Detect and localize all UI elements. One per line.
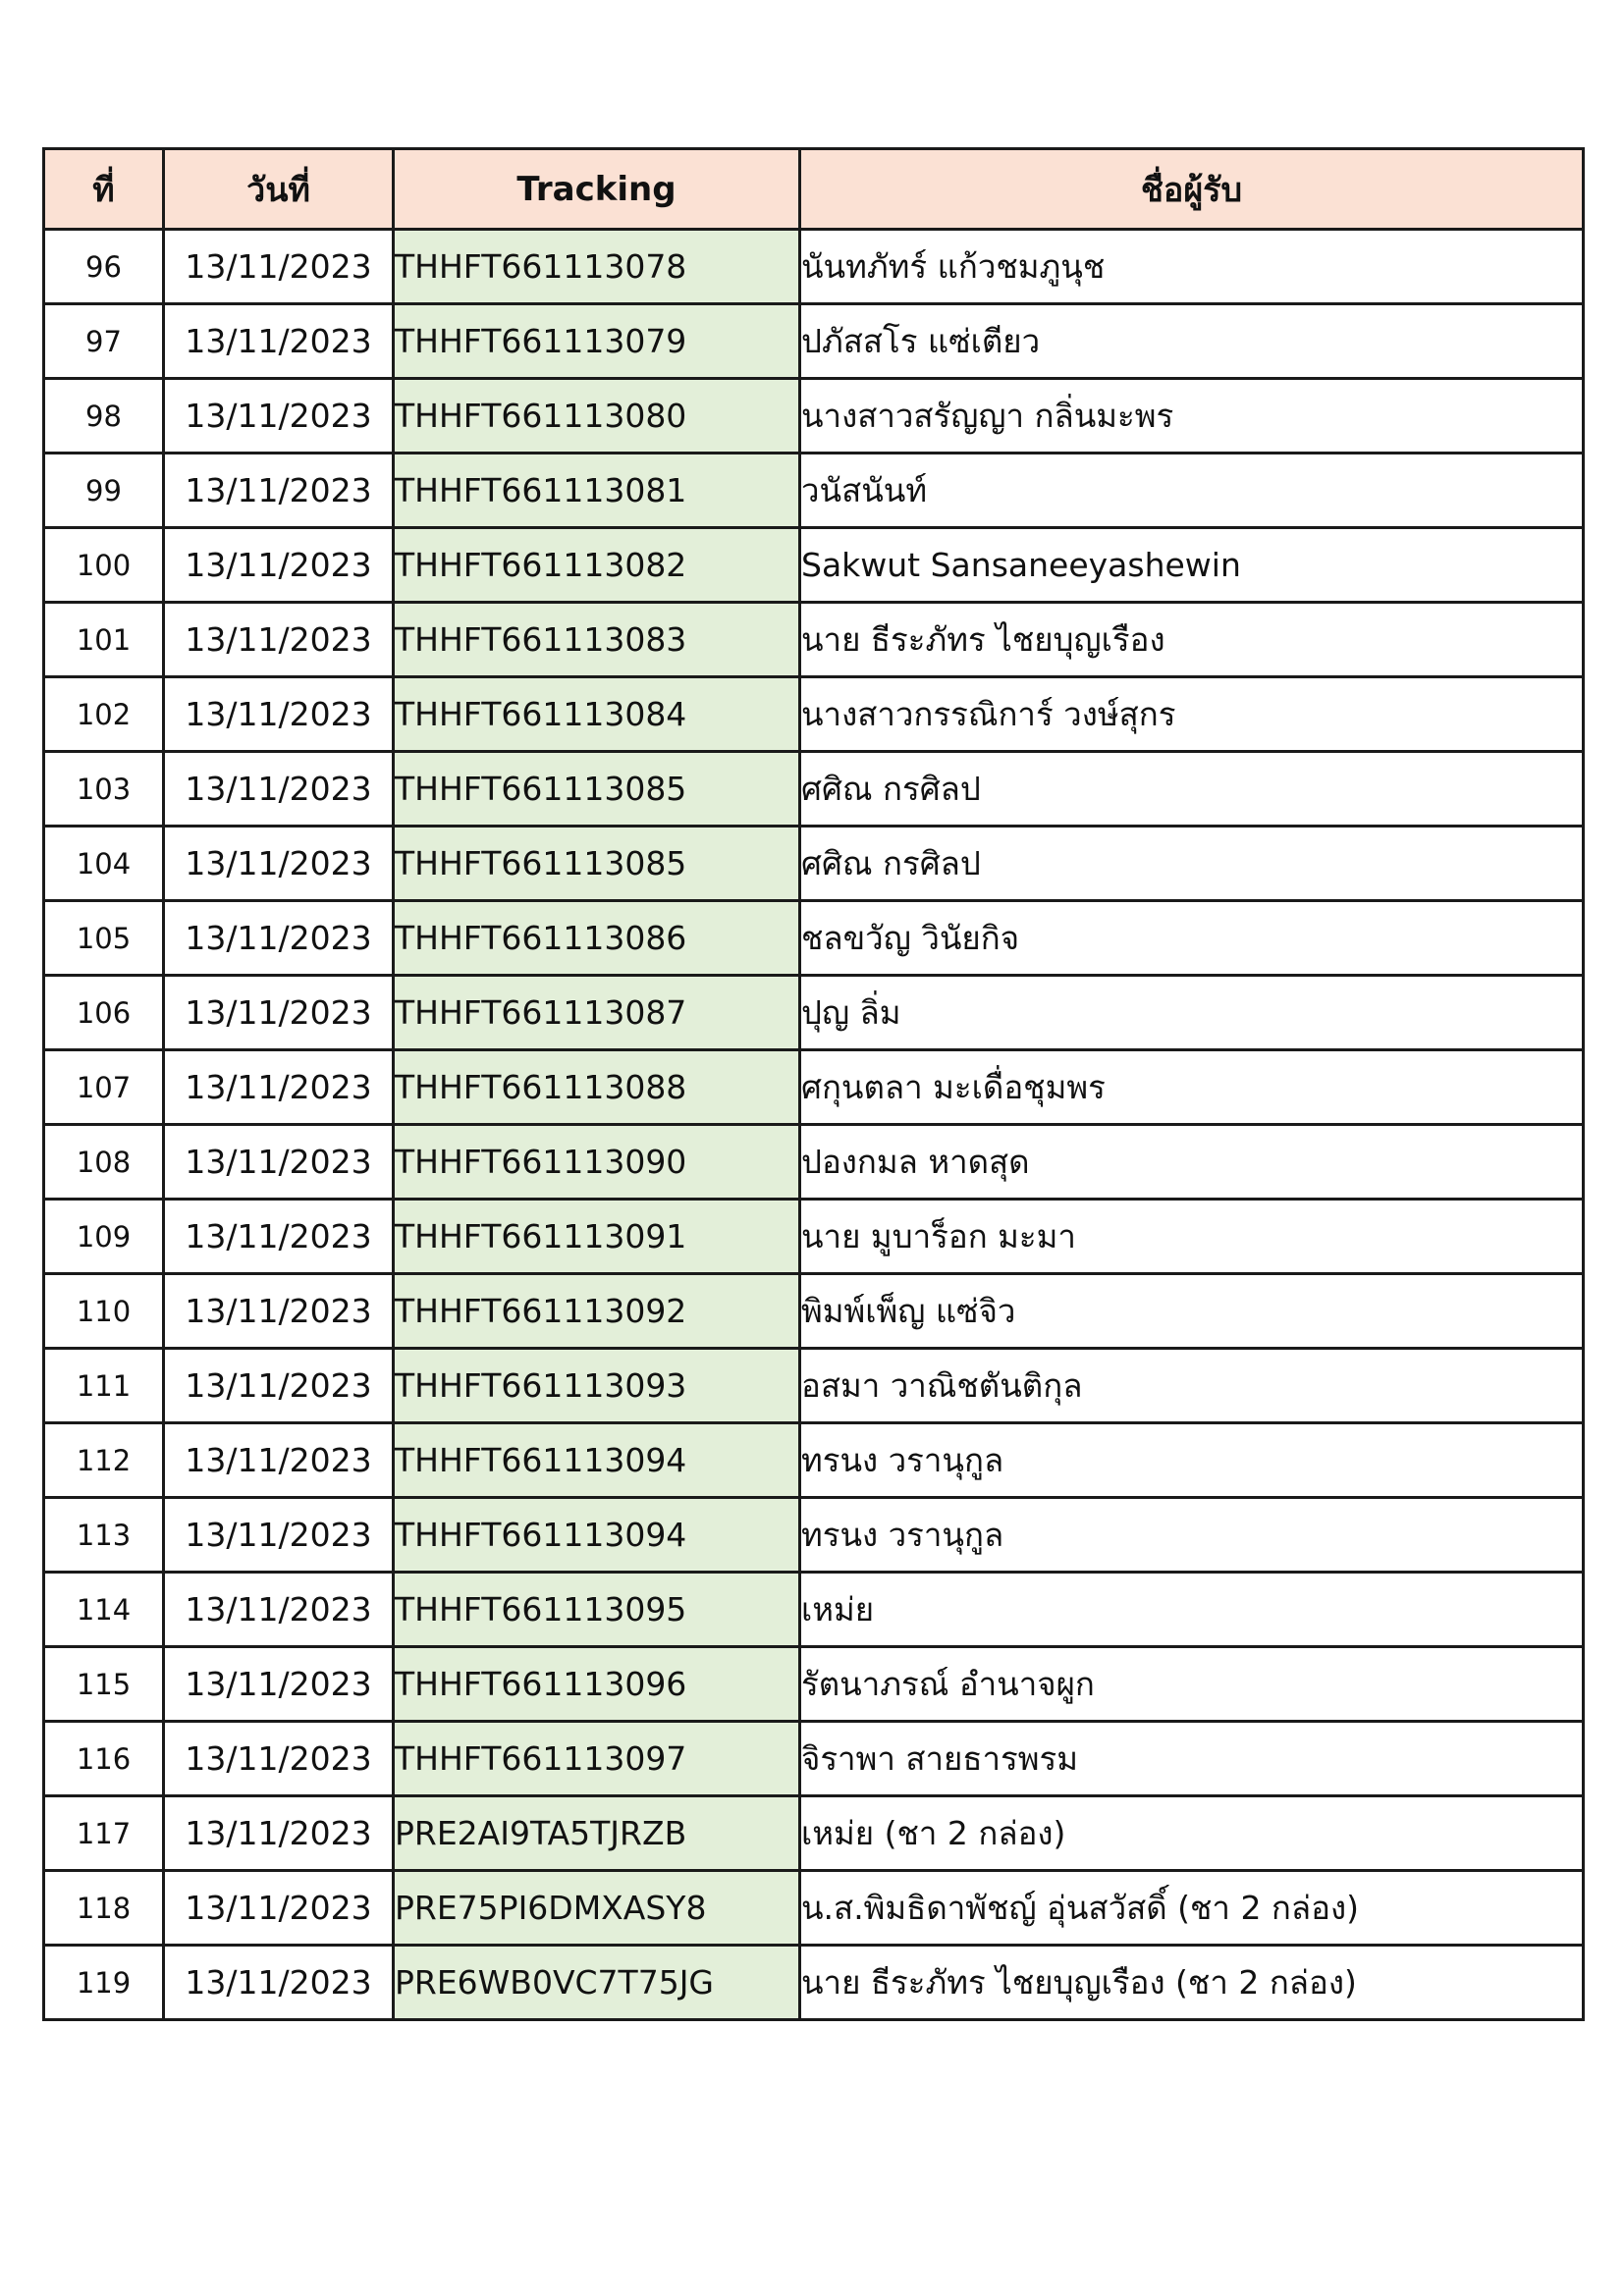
table-row — [44, 1423, 1584, 1498]
header-tracking: Tracking — [394, 149, 800, 230]
cell-date: 13/11/2023 — [164, 1423, 394, 1498]
table-row — [44, 677, 1584, 752]
cell-date: 13/11/2023 — [164, 752, 394, 827]
cell-recipient: นางสาวกรรณิการ์ วงษ์สุกร — [800, 677, 1584, 752]
cell-date: 13/11/2023 — [164, 1946, 394, 2020]
cell-tracking: THHFT661113082 — [394, 528, 800, 603]
cell-date: 13/11/2023 — [164, 230, 394, 304]
cell-tracking: THHFT661113095 — [394, 1573, 800, 1647]
cell-number: 107 — [44, 1050, 164, 1125]
table-row — [44, 1349, 1584, 1423]
cell-tracking: THHFT661113096 — [394, 1647, 800, 1722]
cell-tracking: THHFT661113097 — [394, 1722, 800, 1796]
cell-recipient: นาย ธีระภัทร ไชยบุญเรือง — [800, 603, 1584, 677]
cell-recipient: ทรนง วรานุกูล — [800, 1498, 1584, 1573]
table-row — [44, 1796, 1584, 1871]
cell-recipient: นันทภัทร์ แก้วชมภูนุช — [800, 230, 1584, 304]
cell-number: 97 — [44, 304, 164, 379]
cell-date: 13/11/2023 — [164, 1200, 394, 1274]
cell-recipient: นาย ธีระภัทร ไชยบุญเรือง (ชา 2 กล่อง) — [800, 1946, 1584, 2020]
cell-number: 101 — [44, 603, 164, 677]
cell-tracking: THHFT661113093 — [394, 1349, 800, 1423]
table-row — [44, 1125, 1584, 1200]
header-number: ที่ — [44, 149, 164, 230]
table-row — [44, 603, 1584, 677]
header-date: วันที่ — [164, 149, 394, 230]
cell-number: 117 — [44, 1796, 164, 1871]
cell-tracking: THHFT661113083 — [394, 603, 800, 677]
cell-number: 108 — [44, 1125, 164, 1200]
cell-date: 13/11/2023 — [164, 1573, 394, 1647]
shipment-table — [42, 147, 1585, 2021]
cell-recipient: ศกุนตลา มะเดื่อชุมพร — [800, 1050, 1584, 1125]
cell-number: 98 — [44, 379, 164, 454]
cell-tracking: THHFT661113085 — [394, 752, 800, 827]
table-row — [44, 1722, 1584, 1796]
cell-recipient: พิมพ์เพ็ญ แซ่จิว — [800, 1274, 1584, 1349]
cell-recipient: ชลขวัญ วินัยกิจ — [800, 901, 1584, 976]
cell-date: 13/11/2023 — [164, 603, 394, 677]
cell-recipient: เหม่ย (ชา 2 กล่อง) — [800, 1796, 1584, 1871]
cell-number: 112 — [44, 1423, 164, 1498]
cell-recipient: ปภัสสโร แซ่เตียว — [800, 304, 1584, 379]
cell-date: 13/11/2023 — [164, 454, 394, 528]
table-row — [44, 528, 1584, 603]
cell-number: 102 — [44, 677, 164, 752]
table-row — [44, 1200, 1584, 1274]
table-row — [44, 901, 1584, 976]
table-row — [44, 1647, 1584, 1722]
table-row — [44, 1274, 1584, 1349]
table-body — [44, 230, 1584, 2020]
table-row — [44, 976, 1584, 1050]
cell-recipient: ทรนง วรานุกูล — [800, 1423, 1584, 1498]
cell-date: 13/11/2023 — [164, 1796, 394, 1871]
cell-number: 116 — [44, 1722, 164, 1796]
cell-tracking: THHFT661113088 — [394, 1050, 800, 1125]
cell-tracking: THHFT661113086 — [394, 901, 800, 976]
cell-number: 111 — [44, 1349, 164, 1423]
cell-number: 110 — [44, 1274, 164, 1349]
cell-recipient: Sakwut Sansaneeyashewin — [800, 528, 1584, 603]
header-recipient: ชื่อผู้รับ — [800, 149, 1584, 230]
cell-date: 13/11/2023 — [164, 677, 394, 752]
cell-recipient: เหม่ย — [800, 1573, 1584, 1647]
cell-number: 119 — [44, 1946, 164, 2020]
table-row — [44, 1573, 1584, 1647]
cell-number: 103 — [44, 752, 164, 827]
cell-tracking: PRE75PI6DMXASY8 — [394, 1871, 800, 1946]
cell-tracking: THHFT661113078 — [394, 230, 800, 304]
cell-recipient: จิราพา สายธารพรม — [800, 1722, 1584, 1796]
cell-date: 13/11/2023 — [164, 1050, 394, 1125]
cell-date: 13/11/2023 — [164, 1647, 394, 1722]
cell-number: 109 — [44, 1200, 164, 1274]
cell-date: 13/11/2023 — [164, 976, 394, 1050]
cell-date: 13/11/2023 — [164, 304, 394, 379]
cell-recipient: ศศิณ กรศิลป — [800, 827, 1584, 901]
cell-recipient: ปุญ ลิ่ม — [800, 976, 1584, 1050]
table-row — [44, 1050, 1584, 1125]
cell-tracking: PRE2AI9TA5TJRZB — [394, 1796, 800, 1871]
cell-tracking: THHFT661113085 — [394, 827, 800, 901]
cell-tracking: THHFT661113084 — [394, 677, 800, 752]
cell-number: 113 — [44, 1498, 164, 1573]
table-row — [44, 1498, 1584, 1573]
table-row — [44, 379, 1584, 454]
cell-tracking: THHFT661113090 — [394, 1125, 800, 1200]
cell-tracking: THHFT661113094 — [394, 1423, 800, 1498]
cell-number: 114 — [44, 1573, 164, 1647]
cell-number: 104 — [44, 827, 164, 901]
table-header — [44, 149, 1584, 230]
cell-recipient: ศศิณ กรศิลป — [800, 752, 1584, 827]
cell-recipient: อสมา วาณิชตันติกุล — [800, 1349, 1584, 1423]
cell-tracking: PRE6WB0VC7T75JG — [394, 1946, 800, 2020]
table-row — [44, 304, 1584, 379]
cell-date: 13/11/2023 — [164, 1274, 394, 1349]
cell-number: 106 — [44, 976, 164, 1050]
cell-date: 13/11/2023 — [164, 528, 394, 603]
cell-tracking: THHFT661113087 — [394, 976, 800, 1050]
cell-number: 96 — [44, 230, 164, 304]
cell-date: 13/11/2023 — [164, 1349, 394, 1423]
cell-recipient: ปองกมล หาดสุด — [800, 1125, 1584, 1200]
table-row — [44, 752, 1584, 827]
cell-date: 13/11/2023 — [164, 1498, 394, 1573]
table-row — [44, 454, 1584, 528]
shipment-sheet — [42, 147, 1582, 2021]
cell-recipient: รัตนาภรณ์ อำนาจผูก — [800, 1647, 1584, 1722]
cell-date: 13/11/2023 — [164, 901, 394, 976]
cell-recipient: นาย มูบาร็อก มะมา — [800, 1200, 1584, 1274]
cell-tracking: THHFT661113092 — [394, 1274, 800, 1349]
cell-number: 100 — [44, 528, 164, 603]
cell-tracking: THHFT661113094 — [394, 1498, 800, 1573]
table-row — [44, 827, 1584, 901]
cell-date: 13/11/2023 — [164, 1871, 394, 1946]
cell-date: 13/11/2023 — [164, 1722, 394, 1796]
cell-tracking: THHFT661113079 — [394, 304, 800, 379]
cell-number: 115 — [44, 1647, 164, 1722]
cell-date: 13/11/2023 — [164, 379, 394, 454]
cell-tracking: THHFT661113080 — [394, 379, 800, 454]
cell-date: 13/11/2023 — [164, 827, 394, 901]
cell-recipient: วนัสนันท์ — [800, 454, 1584, 528]
cell-number: 118 — [44, 1871, 164, 1946]
cell-recipient: น.ส.พิมธิดาพัชญ์ อุ่นสวัสดิ์ (ชา 2 กล่อง) — [800, 1871, 1584, 1946]
table-row — [44, 1946, 1584, 2020]
cell-date: 13/11/2023 — [164, 1125, 394, 1200]
cell-number: 105 — [44, 901, 164, 976]
cell-recipient: นางสาวสรัญญา กลิ่นมะพร — [800, 379, 1584, 454]
cell-tracking: THHFT661113091 — [394, 1200, 800, 1274]
cell-tracking: THHFT661113081 — [394, 454, 800, 528]
table-row — [44, 230, 1584, 304]
header-row — [44, 149, 1584, 230]
cell-number: 99 — [44, 454, 164, 528]
table-row — [44, 1871, 1584, 1946]
